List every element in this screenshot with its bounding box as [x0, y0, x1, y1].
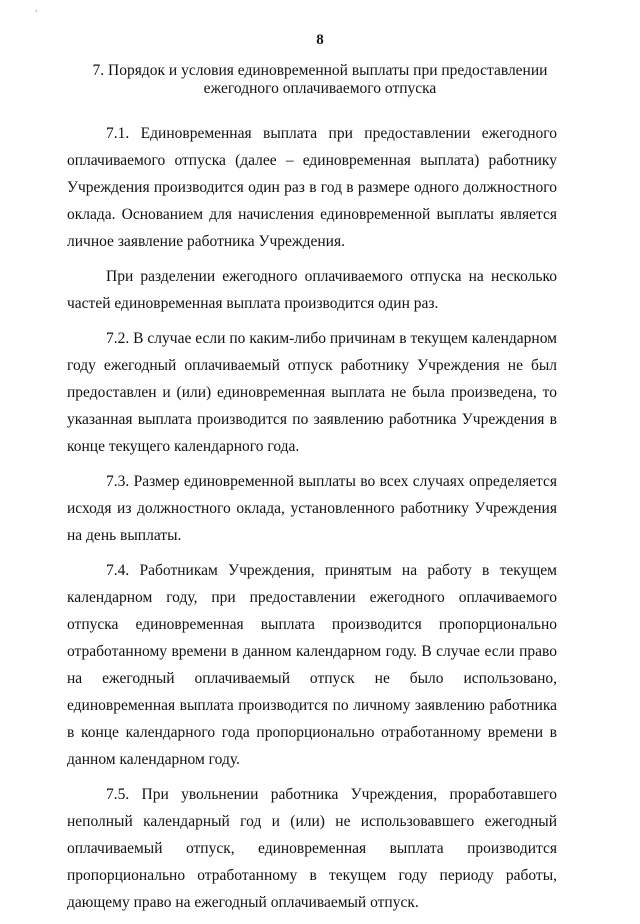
corner-mark: ‹ [35, 6, 38, 15]
page-number: 8 [316, 32, 324, 48]
paragraph-7-3: 7.3. Размер единовременной выплаты во всех случаях определяется исходя из должностного оклада, установленного работнику Учреждения на день выплаты. [67, 473, 557, 544]
paragraph-7-4: 7.4. Работникам Учреждения, принятым на работу в текущем календарном году, при предоставлении ежегодного оплачиваемого отпуска единовременная выплата производится пропорционально отработанному времени в данном календарном году. В случае если право на ежегодный оплачиваемый отпуск не было использовано, единовременная выплата производится по личному заявлению работника в конце календарного года пропорционально отработанному времени в данном календарном году. [67, 562, 557, 768]
paragraph-7-2: 7.2. В случае если по каким-либо причинам в текущем календарном году ежегодный оплачиваемый отпуск работнику Учреждения не был предоставлен и (или) единовременная выплата не была произведена, то указанная выплата производится по заявлению работника Учреждения в конце текущего календарного года. [67, 330, 557, 455]
body-text [67, 120, 557, 924]
paragraph-7-1: 7.1. Единовременная выплата при предоставлении ежегодного оплачиваемого отпуска (далее – единовременная выплата) работнику Учреждения производится один раз в год в размере одного должностного оклада. Основанием для начисления единовременной выплаты является личное заявление работника Учреждения. [67, 125, 557, 250]
paragraph-7-5: 7.5. При увольнении работника Учреждения, проработавшего неполный календарный год и (или) не использовавшего ежегодный оплачиваемый отпуск, единовременная выплата производится пропорционально отработанному в текущем году периоду работы, дающему право на ежегодный оплачиваемый отпуск. [67, 786, 557, 911]
paragraph-7-1-continued: При разделении ежегодного оплачиваемого отпуска на несколько частей единовременная выплата производится один раз. [67, 268, 557, 312]
section-title: 7. Порядок и условия единовременной выплаты при предоставлении ежегодного оплачиваемого отпуска [92, 62, 548, 97]
